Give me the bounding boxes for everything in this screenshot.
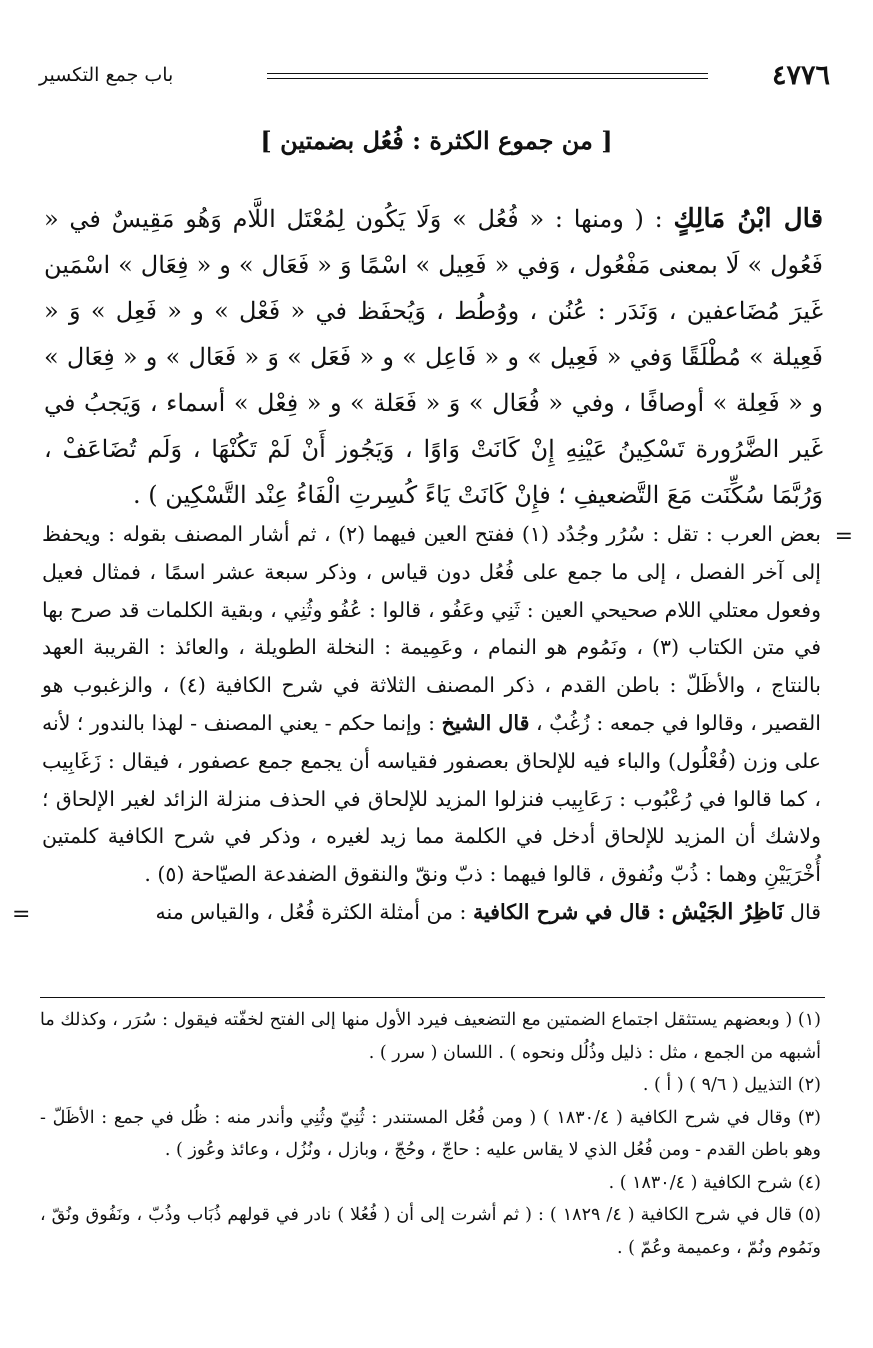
footnote: (٥) قال في شرح الكافية ( ٤/ ١٨٢٩ ) : ( ثم أشرت إلى أن ( فُعُلا ) نادر في قولهم ذُبَاب وذُبّ ، ونَفُوق ونُقّ ، ونَمُوم ونُمّ ، وعميمة وعُمّ ) . bbox=[40, 1205, 821, 1258]
commentary-paragraph bbox=[42, 516, 821, 894]
qal-sheikh: قال الشيخ bbox=[441, 710, 530, 735]
header-rule bbox=[267, 78, 708, 79]
speaker-ibn-malik: قال ابْنُ مَالِكٍ bbox=[673, 204, 823, 234]
running-header bbox=[35, 60, 838, 100]
footnote: (١) ( وبعضهم يستثقل اجتماع الضمتين مع التضعيف فيرد الأول منها إلى الفتح لخفّته فيقول : سُرَر ، وكذلك ما أشبهه من الجمع ، مثل : ذليل وذُلُل ونحوه ) . اللسان ( سرر ) . bbox=[40, 1010, 821, 1063]
nazir-prefix: قال bbox=[790, 899, 821, 924]
section-title: [ من جموع الكثرة : فُعُل بضمتين ] bbox=[260, 126, 613, 155]
running-title: باب جمع التكسير bbox=[39, 64, 174, 86]
matn-text bbox=[44, 196, 823, 518]
commentary-paragraph bbox=[42, 894, 821, 932]
commentary-part: بعض العرب : تقل : سُرُر وجُدُد (١) ففتح العين فيهما (٢) ، ثم أشار المصنف بقوله : ويحفظ إلى آخر الفصل ، إلى ما جمع على فُعُل دون قياس ، وذكر سبعة عشر اسمًا ، فمثال فعيل وفعول معتلي اللام صحيحي العين : ثَنِي وعَفُو ، قالوا : عُفُو وثُنِي ، وبقية الكلمات قد صرح بها في متن الكتاب (٣) ، ونَمُوم هو النمام ، وعَمِيمة : النخلة الطويلة ، والعائذ : القريبة العهد بالنتاج ، والأظَلّ : باطن القدم ، ذكر المصنف الثلاثة في شرح الكافية (٤) ، والزغبوب هو القصير ، وقالوا في جمعه : زُغُبٌ ، bbox=[42, 522, 822, 735]
nazir-al-jaysh: نَاظِرُ الجَيْش bbox=[671, 898, 784, 925]
footnote: (٢) التذييل ( ٩/٦ ) ( أ ) . bbox=[642, 1075, 821, 1095]
commentary-part: : وإنما حكم - يعني المصنف - لهذا بالندور ؛ لأنه على وزن (فُعْلُول) والباء فيه للإلحاق بعصفور فقياسه أن يجمع جمع عصفور ، فيقال : زَغَابِيب ، كما قالوا في رُعْبُوب : رَعَابِيب فنزلوا المزيد للإلحاق في الحذف منزلة الزائد لغير الإلحاق ؛ ولاشك أن المزيد للإلحاق أدخل في الكلمة مما زيد لغيره ، وذكر في شرح الكافية كلمتين أُخْرَيَيْنِ وهما : ذُبّ ونُفوق ، قالوا فيهما : ذبّ ونقّ والنقوق الضفدعة الصيّاحة (٥) . bbox=[42, 710, 821, 887]
footnote: (٤) شرح الكافية ( ١٨٣٠/٤ ) . bbox=[608, 1172, 821, 1193]
sharh-kafiya: : قال في شرح الكافية bbox=[472, 899, 666, 924]
footnotes bbox=[40, 1004, 821, 1264]
commentary-part: : من أمثلة الكثرة فُعُل ، والقياس منه bbox=[155, 899, 467, 924]
header-rule bbox=[267, 73, 708, 74]
continuation-mark: = bbox=[834, 524, 853, 549]
continuation-mark: = bbox=[12, 901, 31, 927]
matn-paragraph bbox=[44, 196, 823, 518]
commentary-text bbox=[12, 516, 853, 932]
matn-body: : ( ومنها : « فُعُل » وَلَا يَكُون لِمُعْتَل اللَّام وَهُو مَقِيسٌ في « فَعُول » لَا بمعنى مَفْعُول ، وَفي « فَعِيل » اسْمًا وَ « فَعَال » و « فِعَال » اسْمَين غَيرَ مُضَاعفين ، وَنَدَر : عُنُن ، ووُطُط ، وَيُحفَظ في « فَعْل » و « فَعِل » وَ « فَعِيلة » مُطْلَقًا وَفي « فَعِيل » و « فَاعِل » و « فَعَل » وَ « فَعَال » و « فِعَال » و « فَعِلة » أوصافًا ، وفي « فُعَال » وَ « فَعَلة » و « فِعْل » أسماء ، وَيَجبُ في غَير الضَّرُورة تَسْكِينُ عَيْنِهِ إِنْ كَانَتْ وَاوًا ، وَيَجُوز أَنْ لَمْ تَكُنْهَا ، وَلَم تُضَاعَفْ ، وَرُبَّمَا سُكِّنَت مَعَ التَّضعيفِ ؛ فإِنْ كَانَتْ يَاءً كُسِرتِ الْفَاءُ عِنْد التَّسْكِين ) . bbox=[44, 205, 823, 509]
page-number: ٤٧٧٦ bbox=[771, 60, 830, 91]
footnote: (٣) وقال في شرح الكافية ( ١٨٣٠/٤ ) ( ومن فُعُل المستندر : ثُنِيّ وثُنِي وأندر منه : ظُل في جمع : الأظَلّ - وهو باطن القدم - ومن فُعُل الذي لا يقاس عليه : حاجّ ، وحُجّ ، وبازل ، ونُزُل ، وعائذ وعُوز ) . bbox=[40, 1107, 821, 1160]
footnote-divider bbox=[40, 997, 825, 998]
